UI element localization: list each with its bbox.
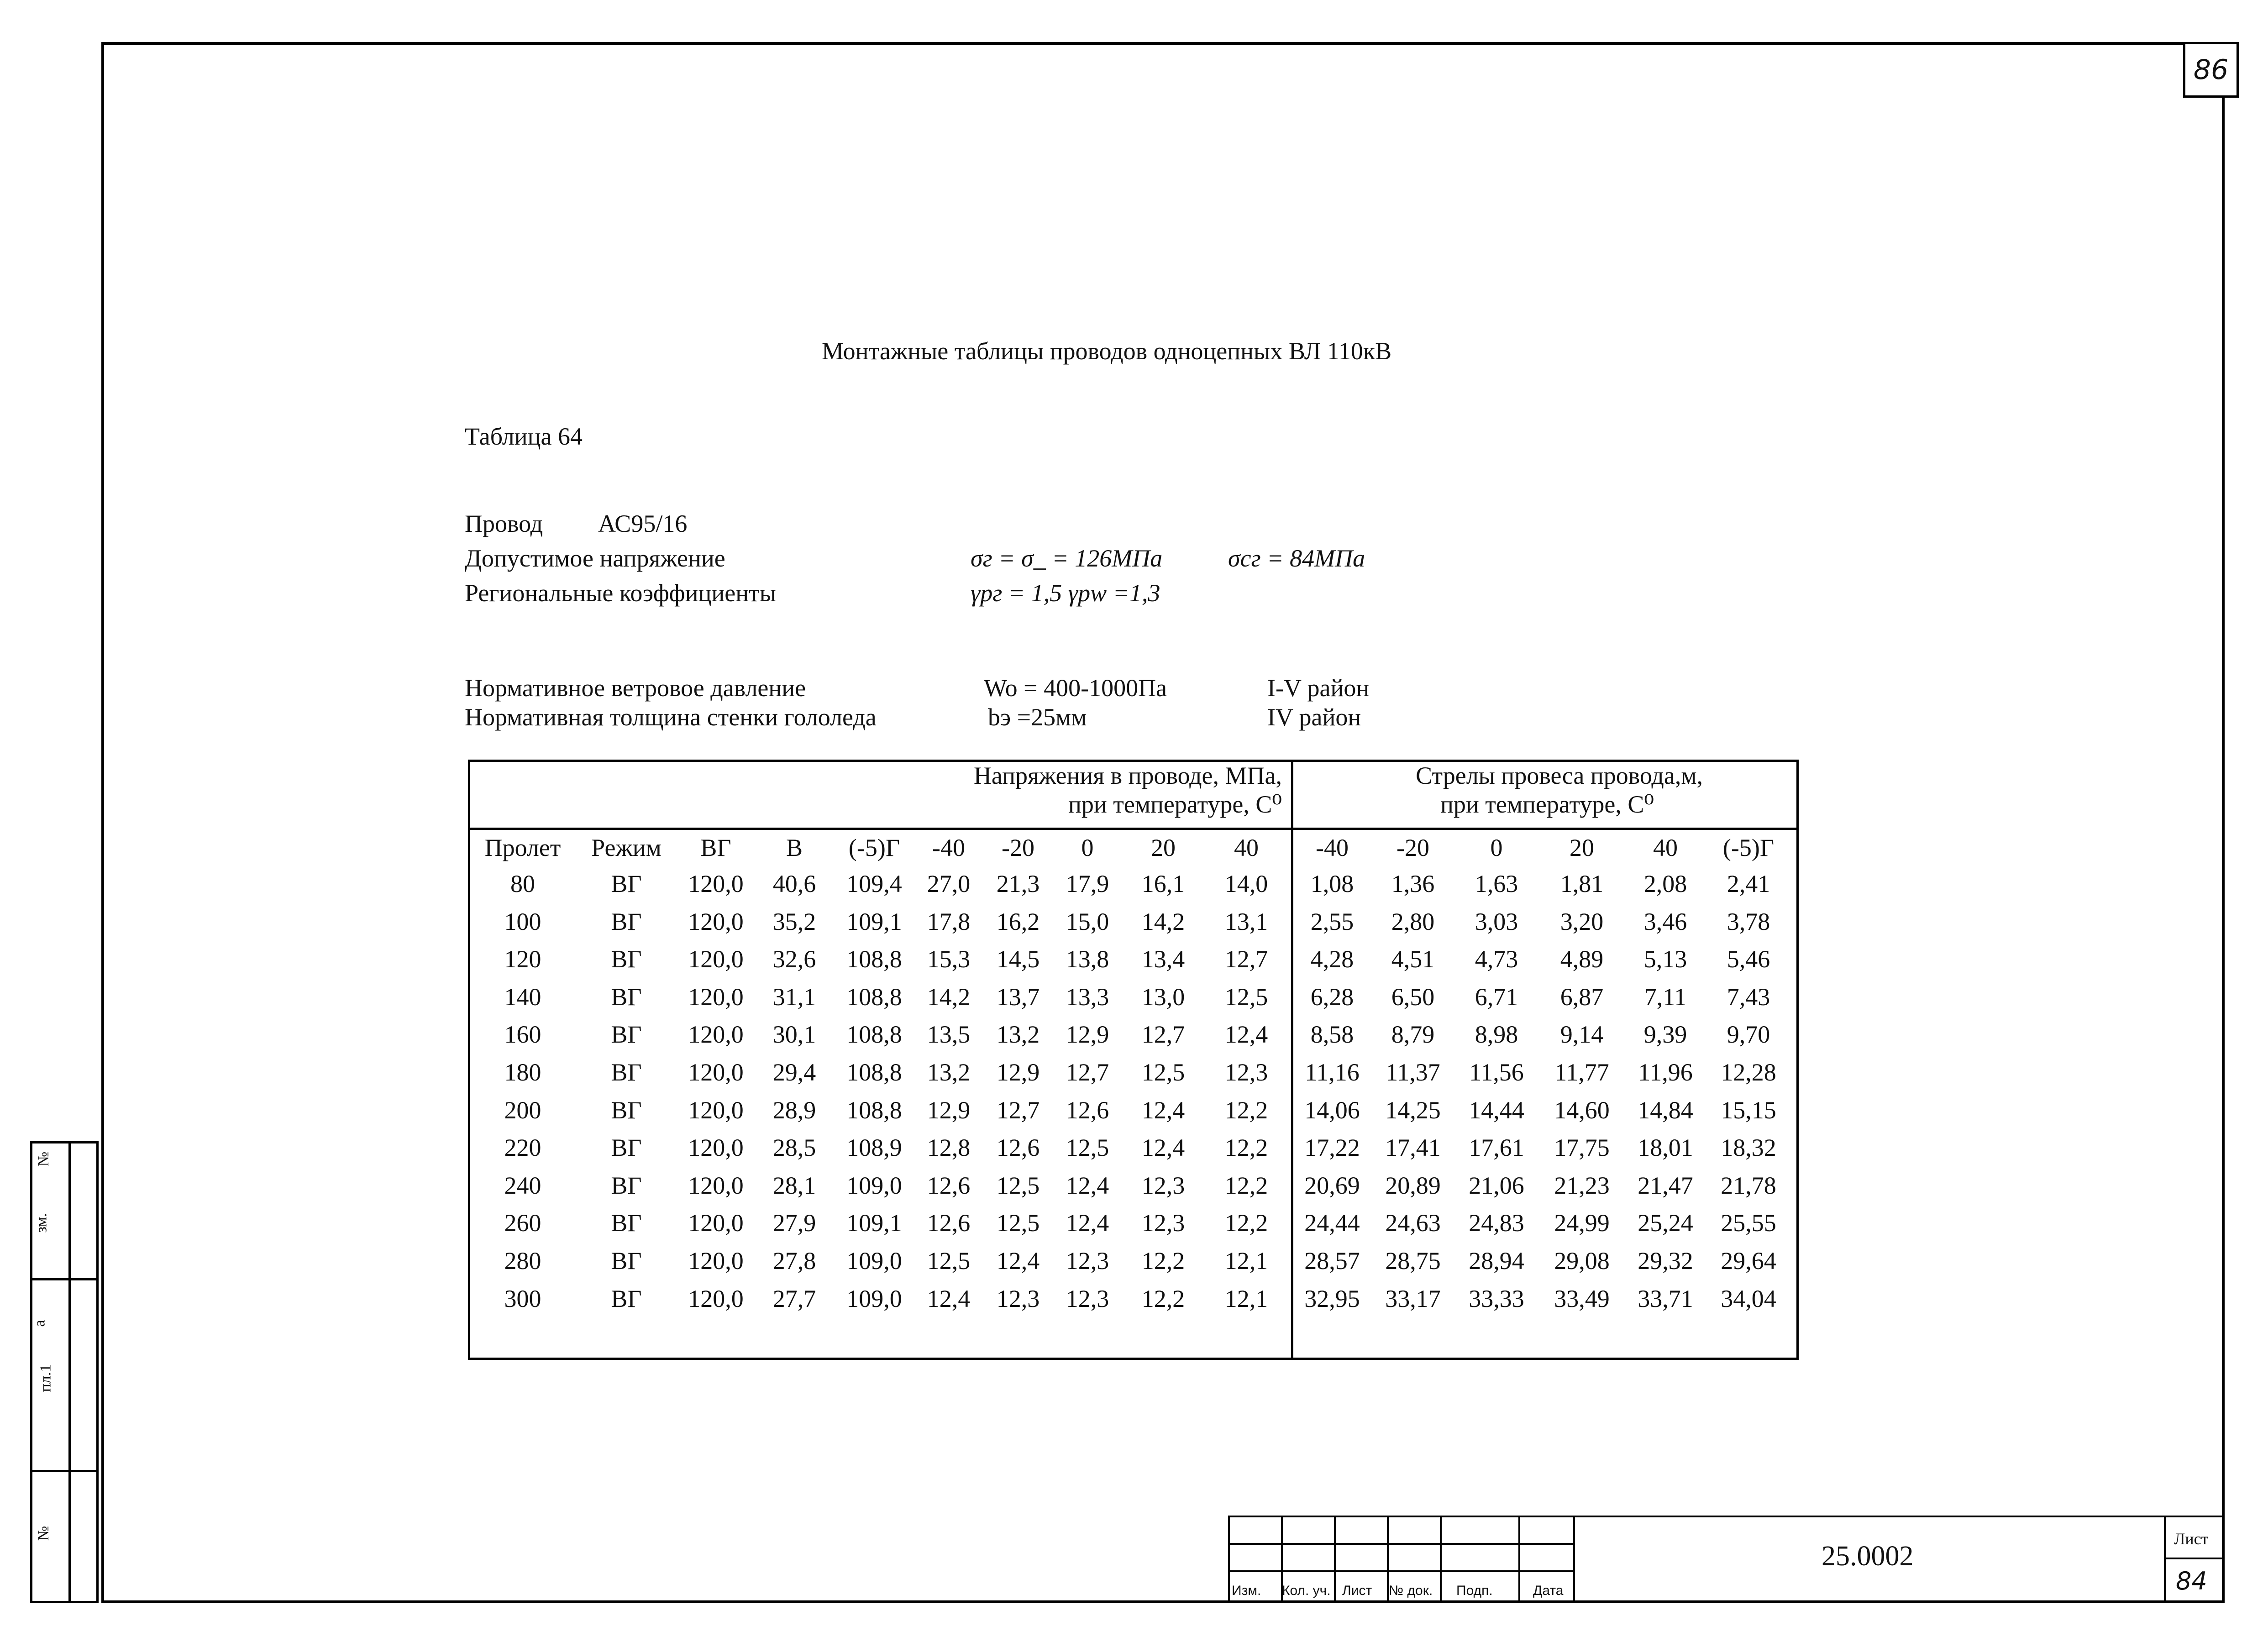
table-cell: 12,2 [1224, 1096, 1268, 1124]
column-header: 20 [1151, 834, 1176, 861]
table-cell: 2,55 [1310, 908, 1354, 935]
table-cell: 3,46 [1643, 908, 1687, 935]
table-cell: 18,32 [1721, 1134, 1776, 1161]
table-cell: 11,77 [1554, 1059, 1609, 1086]
table-cell: ВГ [611, 908, 642, 935]
table-cell: 12,4 [1141, 1134, 1185, 1161]
column-header: Пролет [484, 834, 561, 861]
table-cell: 109,1 [846, 1209, 902, 1237]
stamp-label: Лист [1342, 1583, 1372, 1598]
table-cell: 11,56 [1469, 1059, 1524, 1086]
table-cell: 108,8 [846, 945, 902, 973]
table-cell: 13,1 [1224, 908, 1268, 935]
table-cell: 120,0 [688, 908, 744, 935]
table-cell: 12,3 [996, 1285, 1040, 1312]
sag-group-header-2: при температуре, С⁰ [1440, 791, 1654, 818]
table-cell: 33,49 [1554, 1285, 1610, 1312]
table-cell: 24,44 [1304, 1209, 1360, 1237]
stamp-label: № док. [1389, 1583, 1433, 1598]
strip-text: № [35, 1526, 52, 1541]
table-cell: 12,6 [927, 1209, 971, 1237]
table-cell: 27,8 [772, 1247, 816, 1275]
table-cell: 12,1 [1224, 1285, 1268, 1312]
stamp-label: Кол. уч. [1282, 1583, 1331, 1598]
table-cell: 300 [504, 1285, 541, 1312]
table-cell: 120,0 [688, 1096, 744, 1124]
table-cell: 25,24 [1638, 1209, 1693, 1237]
table-cell: 12,5 [1141, 1059, 1185, 1086]
table-cell: 109,0 [846, 1172, 902, 1199]
table-cell: 12,7 [1224, 945, 1268, 973]
table-cell: 6,87 [1560, 983, 1604, 1011]
wind-region: I-V район [1267, 674, 1370, 702]
table-cell: 120,0 [688, 1285, 744, 1312]
column-header: -40 [1316, 834, 1349, 861]
table-cell: 12,9 [1066, 1021, 1109, 1048]
table-cell: 12,3 [1141, 1172, 1185, 1199]
table-cell: 13,7 [996, 983, 1040, 1011]
table-cell: 1,81 [1560, 870, 1604, 897]
table-cell: 12,2 [1141, 1247, 1185, 1275]
column-header: -20 [1396, 834, 1429, 861]
table-cell: 120,0 [688, 1021, 744, 1048]
table-cell: 12,2 [1224, 1209, 1268, 1237]
table-cell: 13,2 [996, 1021, 1040, 1048]
sheet-label: Лист [2174, 1530, 2209, 1548]
table-cell: 12,5 [927, 1247, 971, 1275]
table-cell: 9,14 [1560, 1021, 1604, 1048]
table-cell: 16,1 [1141, 870, 1185, 897]
table-cell: 12,4 [1224, 1021, 1268, 1048]
table-cell: 12,3 [1066, 1285, 1109, 1312]
table-cell: 21,47 [1638, 1172, 1693, 1199]
stamp-label: Подп. [1456, 1583, 1493, 1598]
table-cell: 12,4 [1066, 1172, 1109, 1199]
table-cell: 28,75 [1385, 1247, 1441, 1275]
table-cell: 120,0 [688, 1059, 744, 1086]
table-cell: 108,8 [846, 1059, 902, 1086]
table-cell: 28,9 [772, 1096, 816, 1124]
table-cell: 4,28 [1310, 945, 1354, 973]
table-cell: 11,16 [1305, 1059, 1360, 1086]
table-cell: 8,79 [1391, 1021, 1435, 1048]
table-cell: 12,6 [996, 1134, 1040, 1161]
table-cell: 5,46 [1727, 945, 1770, 973]
table-cell: 12,7 [996, 1096, 1040, 1124]
table-cell: 108,8 [846, 1096, 902, 1124]
wire-label: Провод [465, 510, 543, 537]
page-number: 86 [2183, 42, 2239, 98]
table-cell: 17,41 [1385, 1134, 1441, 1161]
table-cell: 13,3 [1066, 983, 1109, 1011]
table-cell: 109,0 [846, 1285, 902, 1312]
table-cell: 35,2 [772, 908, 816, 935]
strip-text: зм. [33, 1213, 50, 1233]
table-cell: 15,3 [927, 945, 971, 973]
table-cell: 1,08 [1310, 870, 1354, 897]
table-cell: ВГ [611, 1285, 642, 1312]
sag-group-header-1: Стрелы провеса провода,м, [1416, 762, 1703, 789]
table-cell: 14,44 [1469, 1096, 1524, 1124]
table-cell: 17,8 [927, 908, 971, 935]
table-cell: 12,28 [1721, 1059, 1776, 1086]
stamp-label: Дата [1533, 1583, 1564, 1598]
table-cell: 12,5 [996, 1172, 1040, 1199]
binding-strip-divider [68, 1141, 71, 1603]
table-cell: 4,73 [1475, 945, 1518, 973]
table-cell: 120,0 [688, 1247, 744, 1275]
table-cell: 200 [504, 1096, 541, 1124]
table-cell: 120,0 [688, 983, 744, 1011]
table-cell: ВГ [611, 945, 642, 973]
table-cell: 27,9 [772, 1209, 816, 1237]
stress-group-header-2: при температуре, С⁰ [1068, 791, 1282, 818]
table-cell: 13,8 [1066, 945, 1109, 973]
table-cell: 12,5 [1066, 1134, 1109, 1161]
table-cell: 6,50 [1391, 983, 1435, 1011]
table-cell: 17,75 [1554, 1134, 1610, 1161]
strip-text: пл.1 [37, 1364, 54, 1392]
table-cell: 12,4 [1141, 1096, 1185, 1124]
table-cell: 32,95 [1304, 1285, 1360, 1312]
table-cell: 108,8 [846, 1021, 902, 1048]
column-header: 40 [1234, 834, 1259, 861]
table-cell: 2,08 [1643, 870, 1687, 897]
table-cell: 11,96 [1638, 1059, 1693, 1086]
column-header: 40 [1653, 834, 1678, 861]
table-cell: 2,80 [1391, 908, 1435, 935]
table-cell: 12,6 [1066, 1096, 1109, 1124]
table-cell: 12,9 [996, 1059, 1040, 1086]
table-cell: 180 [504, 1059, 541, 1086]
table-cell: 20,89 [1385, 1172, 1441, 1199]
table-cell: 3,78 [1727, 908, 1770, 935]
table-cell: 5,13 [1643, 945, 1687, 973]
table-cell: ВГ [611, 1172, 642, 1199]
table-cell: 28,57 [1304, 1247, 1360, 1275]
table-cell: 140 [504, 983, 541, 1011]
table-cell: 13,5 [927, 1021, 971, 1048]
binding-strip-line [30, 1470, 99, 1472]
table-cell: 12,2 [1224, 1172, 1268, 1199]
table-cell: 12,6 [927, 1172, 971, 1199]
table-cell: 13,2 [927, 1059, 971, 1086]
table-cell: 12,7 [1066, 1059, 1109, 1086]
table-cell: 33,33 [1469, 1285, 1524, 1312]
column-header: (-5)Г [1722, 834, 1774, 861]
table-cell: 14,0 [1224, 870, 1268, 897]
table-cell: 240 [504, 1172, 541, 1199]
table-cell: 4,89 [1560, 945, 1604, 973]
table-cell: 108,9 [846, 1134, 902, 1161]
table-cell: 12,4 [996, 1247, 1040, 1275]
table-cell: 12,4 [927, 1285, 971, 1312]
table-cell: 120,0 [688, 1134, 744, 1161]
table-cell: 108,8 [846, 983, 902, 1011]
table-cell: 12,2 [1224, 1134, 1268, 1161]
table-cell: ВГ [611, 1021, 642, 1048]
table-cell: 16,2 [996, 908, 1040, 935]
table-label: Таблица 64 [465, 423, 583, 450]
table-cell: 1,36 [1391, 870, 1435, 897]
table-cell: 9,39 [1643, 1021, 1687, 1048]
column-header: -40 [932, 834, 965, 861]
table-cell: 80 [510, 870, 535, 897]
table-cell: 12,5 [996, 1209, 1040, 1237]
table-cell: 15,0 [1066, 908, 1109, 935]
table-cell: 120,0 [688, 1172, 744, 1199]
table-cell: 30,1 [772, 1021, 816, 1048]
table-cell: 220 [504, 1134, 541, 1161]
wire-value: АС95/16 [598, 510, 688, 537]
table-cell: 109,0 [846, 1247, 902, 1275]
table-cell: 25,55 [1721, 1209, 1776, 1237]
table-cell: 8,58 [1310, 1021, 1354, 1048]
table-cell: 17,9 [1066, 870, 1109, 897]
column-header: Режим [591, 834, 662, 861]
table-cell: ВГ [611, 1134, 642, 1161]
sheet-number: 84 [2176, 1567, 2207, 1595]
ice-region: IV район [1267, 703, 1361, 731]
column-header: 0 [1490, 834, 1503, 861]
table-cell: 13,4 [1141, 945, 1185, 973]
table-cell: 6,28 [1310, 983, 1354, 1011]
table-cell: 12,3 [1224, 1059, 1268, 1086]
table-cell: ВГ [611, 1209, 642, 1237]
table-cell: 14,60 [1554, 1096, 1610, 1124]
allowed-stress-label: Допустимое напряжение [465, 545, 725, 572]
table-cell: 120,0 [688, 1209, 744, 1237]
strip-text: а [31, 1320, 48, 1327]
document-code: 25.0002 [1822, 1541, 1914, 1572]
table-cell: 11,37 [1386, 1059, 1440, 1086]
table-cell: ВГ [611, 983, 642, 1011]
table-cell: 29,4 [772, 1059, 816, 1086]
table-cell: 28,94 [1469, 1247, 1524, 1275]
table-cell: 28,1 [772, 1172, 816, 1199]
table-cell: 27,0 [927, 870, 971, 897]
ice-thickness-label: Нормативная толщина стенки гололеда [465, 703, 877, 731]
table-cell: 109,1 [846, 908, 902, 935]
table-cell: 12,3 [1066, 1247, 1109, 1275]
allowed-stress-value-2: σсг = 84МПа [1228, 545, 1365, 572]
column-header: ВГ [700, 834, 731, 861]
table-cell: 8,98 [1475, 1021, 1518, 1048]
table-cell: 33,71 [1638, 1285, 1693, 1312]
table-cell: 17,61 [1469, 1134, 1524, 1161]
table-cell: 109,4 [846, 870, 902, 897]
stamp-label: Изм. [1232, 1583, 1261, 1598]
table-cell: 29,32 [1638, 1247, 1693, 1275]
table-cell: 24,83 [1469, 1209, 1524, 1237]
allowed-stress-value: σг = σ_ = 126МПа [971, 545, 1163, 572]
table-cell: 12,9 [927, 1096, 971, 1124]
table-cell: 21,78 [1721, 1172, 1776, 1199]
table-cell: 14,2 [927, 983, 971, 1011]
table-cell: 280 [504, 1247, 541, 1275]
table-cell: 31,1 [772, 983, 816, 1011]
table-cell: 7,43 [1727, 983, 1770, 1011]
table-cell: 21,06 [1469, 1172, 1524, 1199]
table-cell: 2,41 [1727, 870, 1770, 897]
title-block [1228, 1516, 2225, 1603]
table-cell: 100 [504, 908, 541, 935]
table-cell: 17,22 [1304, 1134, 1360, 1161]
ice-thickness-value: bэ =25мм [988, 703, 1087, 731]
wind-pressure-label: Нормативное ветровое давление [465, 674, 806, 702]
table-cell: 20,69 [1304, 1172, 1360, 1199]
table-cell: 14,06 [1304, 1096, 1360, 1124]
column-header: -20 [1002, 834, 1034, 861]
table-cell: 12,1 [1224, 1247, 1268, 1275]
wind-pressure-value: Wo = 400-1000Па [984, 674, 1167, 702]
table-cell: 24,99 [1554, 1209, 1610, 1237]
table-cell: ВГ [611, 1059, 642, 1086]
document-title: Монтажные таблицы проводов одноцепных ВЛ 110кВ [822, 337, 1392, 365]
table-cell: 12,8 [927, 1134, 971, 1161]
table-cell: 1,63 [1475, 870, 1518, 897]
table-cell: 6,71 [1475, 983, 1518, 1011]
table-cell: 120,0 [688, 870, 744, 897]
table-cell: 260 [504, 1209, 541, 1237]
table-cell: 14,5 [996, 945, 1040, 973]
stress-group-header-1: Напряжения в проводе, МПа, [973, 762, 1282, 789]
table-cell: 21,23 [1554, 1172, 1610, 1199]
table-cell: 3,20 [1560, 908, 1604, 935]
column-header: 20 [1570, 834, 1594, 861]
table-cell: ВГ [611, 1096, 642, 1124]
table-cell: 24,63 [1385, 1209, 1441, 1237]
table-cell: 4,51 [1391, 945, 1435, 973]
table-cell: ВГ [611, 870, 642, 897]
table-cell: 7,11 [1644, 983, 1687, 1011]
regional-coeff-label: Региональные коэффициенты [465, 579, 777, 607]
column-header: В [786, 834, 803, 861]
table-cell: 33,17 [1385, 1285, 1441, 1312]
table-cell: 160 [504, 1021, 541, 1048]
table-cell: 12,7 [1141, 1021, 1185, 1048]
table-cell: 120,0 [688, 945, 744, 973]
table-cell: 15,15 [1721, 1096, 1776, 1124]
table-cell: 14,84 [1638, 1096, 1693, 1124]
header-divider [468, 828, 1799, 830]
table-cell: 27,7 [772, 1285, 816, 1312]
table-cell: 29,64 [1721, 1247, 1776, 1275]
table-cell: 14,25 [1385, 1096, 1441, 1124]
table-cell: 9,70 [1727, 1021, 1770, 1048]
table-cell: 12,3 [1141, 1209, 1185, 1237]
column-header: (-5)Г [848, 834, 900, 861]
table-cell: 3,03 [1475, 908, 1518, 935]
column-header: 0 [1081, 834, 1094, 861]
table-cell: 29,08 [1554, 1247, 1610, 1275]
table-cell: 12,5 [1224, 983, 1268, 1011]
table-cell: 40,6 [772, 870, 816, 897]
binding-strip-line [30, 1278, 99, 1280]
table-cell: 21,3 [996, 870, 1040, 897]
table-cell: 28,5 [772, 1134, 816, 1161]
table-cell: 120 [504, 945, 541, 973]
table-cell: 14,2 [1141, 908, 1185, 935]
table-cell: 18,01 [1638, 1134, 1693, 1161]
table-cell: 13,0 [1141, 983, 1185, 1011]
table-cell: 12,4 [1066, 1209, 1109, 1237]
table-cell: ВГ [611, 1247, 642, 1275]
strip-text: № [35, 1151, 52, 1167]
regional-coeff-value: γрг = 1,5 γpw =1,3 [971, 579, 1160, 607]
table-cell: 32,6 [772, 945, 816, 973]
table-cell: 12,2 [1141, 1285, 1185, 1312]
table-cell: 34,04 [1721, 1285, 1776, 1312]
